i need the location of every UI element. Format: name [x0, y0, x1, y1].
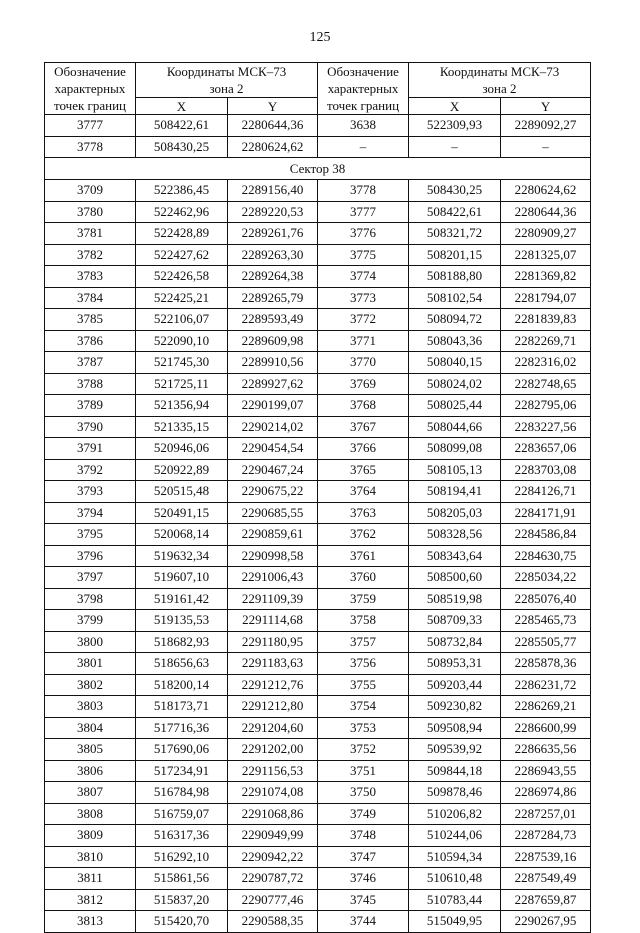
y-header: Y: [501, 98, 591, 115]
y-coordinate-cell: 2287659,87: [501, 889, 591, 911]
x-coordinate-cell: 510244,06: [409, 825, 501, 847]
y-coordinate-cell: 2290998,58: [228, 545, 318, 567]
x-coordinate-cell: 508343,64: [409, 545, 501, 567]
table-row: [45, 911, 591, 933]
table-row: [45, 395, 591, 417]
page-number: 125: [309, 30, 331, 45]
point-id-cell: 3777: [318, 201, 409, 223]
y-coordinate-cell: 2287284,73: [501, 825, 591, 847]
x-coordinate-cell: 508709,33: [409, 610, 501, 632]
point-id-cell: 3753: [318, 717, 409, 739]
table-row: [45, 653, 591, 675]
y-coordinate-cell: 2290685,55: [228, 502, 318, 524]
point-id-cell: 3792: [45, 459, 136, 481]
coords-label-line2: зона 2: [482, 81, 517, 96]
x-coordinate-cell: 510594,34: [409, 846, 501, 868]
y-coordinate-cell: 2290787,72: [228, 868, 318, 890]
x-coordinate-cell: 520515,48: [136, 481, 228, 503]
point-id-cell: 3812: [45, 889, 136, 911]
y-coordinate-cell: 2291068,86: [228, 803, 318, 825]
table-row: [45, 588, 591, 610]
table-row: [45, 889, 591, 911]
y-coordinate-cell: 2289220,53: [228, 201, 318, 223]
point-id-cell: 3813: [45, 911, 136, 933]
y-coordinate-cell: 2289609,98: [228, 330, 318, 352]
point-label-line1: Обозначение: [54, 64, 126, 79]
y-coordinate-cell: 2282316,02: [501, 352, 591, 374]
x-coordinate-cell: 516759,07: [136, 803, 228, 825]
x-coordinate-cell: 520491,15: [136, 502, 228, 524]
point-id-cell: 3778: [45, 136, 136, 158]
coords-label-line2: зона 2: [209, 81, 244, 96]
point-designation-header-right: [318, 63, 409, 115]
point-id-cell: 3765: [318, 459, 409, 481]
y-coordinate-cell: 2291180,95: [228, 631, 318, 653]
point-id-cell: 3794: [45, 502, 136, 524]
table-row: [45, 352, 591, 374]
y-coordinate-cell: –: [501, 136, 591, 158]
point-id-cell: 3768: [318, 395, 409, 417]
point-id-cell: 3781: [45, 223, 136, 245]
table-row: [45, 825, 591, 847]
y-coordinate-cell: 2290267,95: [501, 911, 591, 933]
y-coordinate-cell: 2284126,71: [501, 481, 591, 503]
x-coordinate-cell: 508188,80: [409, 266, 501, 288]
x-coordinate-cell: 509203,44: [409, 674, 501, 696]
x-coordinate-cell: 509844,18: [409, 760, 501, 782]
y-coordinate-cell: 2291109,39: [228, 588, 318, 610]
table-row: [45, 309, 591, 331]
x-coordinate-cell: 508430,25: [409, 180, 501, 202]
point-id-cell: 3783: [45, 266, 136, 288]
x-coordinate-cell: 515837,20: [136, 889, 228, 911]
x-coordinate-cell: 508044,66: [409, 416, 501, 438]
point-id-cell: –: [318, 136, 409, 158]
y-coordinate-cell: 2291183,63: [228, 653, 318, 675]
x-coordinate-cell: 519135,53: [136, 610, 228, 632]
x-coordinate-cell: 517716,36: [136, 717, 228, 739]
x-coordinate-cell: 515420,70: [136, 911, 228, 933]
point-id-cell: 3763: [318, 502, 409, 524]
y-coordinate-cell: 2287257,01: [501, 803, 591, 825]
point-id-cell: 3747: [318, 846, 409, 868]
x-coordinate-cell: 510783,44: [409, 889, 501, 911]
y-coordinate-cell: 2280644,36: [501, 201, 591, 223]
point-id-cell: 3777: [45, 115, 136, 137]
x-coordinate-cell: 522425,21: [136, 287, 228, 309]
x-coordinate-cell: 508024,02: [409, 373, 501, 395]
coordinates-header-right: [409, 63, 591, 98]
point-id-cell: 3745: [318, 889, 409, 911]
y-coordinate-cell: 2283227,56: [501, 416, 591, 438]
table-row: [45, 287, 591, 309]
y-coordinate-cell: 2291156,53: [228, 760, 318, 782]
x-coordinate-cell: 515861,56: [136, 868, 228, 890]
point-id-cell: 3799: [45, 610, 136, 632]
table-row: [45, 846, 591, 868]
sector-divider: [45, 158, 591, 180]
point-id-cell: 3803: [45, 696, 136, 718]
x-coordinate-cell: 509230,82: [409, 696, 501, 718]
y-coordinate-cell: 2282748,65: [501, 373, 591, 395]
x-coordinate-cell: 508519,98: [409, 588, 501, 610]
y-coordinate-cell: 2290777,46: [228, 889, 318, 911]
point-label-line2: характерных: [327, 81, 399, 96]
point-id-cell: 3806: [45, 760, 136, 782]
point-id-cell: 3773: [318, 287, 409, 309]
point-id-cell: 3761: [318, 545, 409, 567]
point-id-cell: 3793: [45, 481, 136, 503]
x-coordinate-cell: 518682,93: [136, 631, 228, 653]
y-coordinate-cell: 2282269,71: [501, 330, 591, 352]
x-coordinate-cell: 509508,94: [409, 717, 501, 739]
y-coordinate-cell: 2286943,55: [501, 760, 591, 782]
y-coordinate-cell: 2290949,99: [228, 825, 318, 847]
x-coordinate-cell: 522090,10: [136, 330, 228, 352]
x-coordinate-cell: 508500,60: [409, 567, 501, 589]
sector-title: Сектор 38: [45, 158, 591, 180]
point-id-cell: 3756: [318, 653, 409, 675]
x-coordinate-cell: 520922,89: [136, 459, 228, 481]
y-coordinate-cell: 2286974,86: [501, 782, 591, 804]
rows-before-sector: [45, 115, 591, 158]
x-coordinate-cell: 508194,41: [409, 481, 501, 503]
x-coordinate-cell: 510206,82: [409, 803, 501, 825]
table-row: [45, 201, 591, 223]
y-coordinate-cell: 2289261,76: [228, 223, 318, 245]
point-id-cell: 3786: [45, 330, 136, 352]
table-row: [45, 481, 591, 503]
point-id-cell: 3775: [318, 244, 409, 266]
point-id-cell: 3800: [45, 631, 136, 653]
point-id-cell: 3752: [318, 739, 409, 761]
coords-label-line1: Координаты МСК–73: [166, 64, 287, 79]
table-row: [45, 373, 591, 395]
table-row: [45, 136, 591, 158]
y-coordinate-cell: 2290454,54: [228, 438, 318, 460]
y-coordinate-cell: 2290942,22: [228, 846, 318, 868]
point-id-cell: 3771: [318, 330, 409, 352]
x-coordinate-cell: 509539,92: [409, 739, 501, 761]
point-id-cell: 3791: [45, 438, 136, 460]
table-row: [45, 545, 591, 567]
y-coordinate-cell: 2283657,06: [501, 438, 591, 460]
point-id-cell: 3784: [45, 287, 136, 309]
point-id-cell: 3757: [318, 631, 409, 653]
point-id-cell: 3808: [45, 803, 136, 825]
point-id-cell: 3798: [45, 588, 136, 610]
y-coordinate-cell: 2281794,07: [501, 287, 591, 309]
table-row: [45, 330, 591, 352]
x-coordinate-cell: 508025,44: [409, 395, 501, 417]
x-coordinate-cell: 508430,25: [136, 136, 228, 158]
point-id-cell: 3749: [318, 803, 409, 825]
y-coordinate-cell: 2283703,08: [501, 459, 591, 481]
table-row: [45, 223, 591, 245]
point-id-cell: 3782: [45, 244, 136, 266]
point-id-cell: 3790: [45, 416, 136, 438]
y-coordinate-cell: 2286600,99: [501, 717, 591, 739]
y-coordinate-cell: 2289156,40: [228, 180, 318, 202]
x-coordinate-cell: 508321,72: [409, 223, 501, 245]
x-coordinate-cell: 522309,93: [409, 115, 501, 137]
x-coordinate-cell: 517690,06: [136, 739, 228, 761]
y-coordinate-cell: 2280624,62: [228, 136, 318, 158]
table-row: [45, 782, 591, 804]
x-coordinate-cell: 516292,10: [136, 846, 228, 868]
x-coordinate-cell: 521725,11: [136, 373, 228, 395]
point-id-cell: 3788: [45, 373, 136, 395]
point-id-cell: 3807: [45, 782, 136, 804]
y-coordinate-cell: 2289092,27: [501, 115, 591, 137]
point-id-cell: 3801: [45, 653, 136, 675]
point-id-cell: 3767: [318, 416, 409, 438]
y-coordinate-cell: 2289593,49: [228, 309, 318, 331]
x-coordinate-cell: 508205,03: [409, 502, 501, 524]
y-coordinate-cell: 2291006,43: [228, 567, 318, 589]
x-coordinate-cell: 522427,62: [136, 244, 228, 266]
table-row: [45, 416, 591, 438]
table-row: [45, 266, 591, 288]
point-id-cell: 3760: [318, 567, 409, 589]
point-id-cell: 3780: [45, 201, 136, 223]
rows-after-sector: [45, 180, 591, 933]
point-id-cell: 3778: [318, 180, 409, 202]
x-coordinate-cell: 521356,94: [136, 395, 228, 417]
coords-label-line1: Координаты МСК–73: [439, 64, 560, 79]
x-coordinate-cell: 516784,98: [136, 782, 228, 804]
x-coordinate-cell: 518200,14: [136, 674, 228, 696]
point-id-cell: 3797: [45, 567, 136, 589]
x-coordinate-cell: 508040,15: [409, 352, 501, 374]
table-row: [45, 717, 591, 739]
x-coordinate-cell: 519161,42: [136, 588, 228, 610]
table-row: [45, 803, 591, 825]
table-row: [45, 115, 591, 137]
y-coordinate-cell: 2287539,16: [501, 846, 591, 868]
y-coordinate-cell: 2281839,83: [501, 309, 591, 331]
x-coordinate-cell: 517234,91: [136, 760, 228, 782]
x-coordinate-cell: 516317,36: [136, 825, 228, 847]
x-coordinate-cell: 508102,54: [409, 287, 501, 309]
point-id-cell: 3785: [45, 309, 136, 331]
x-coordinate-cell: 519607,10: [136, 567, 228, 589]
y-coordinate-cell: 2290859,61: [228, 524, 318, 546]
point-id-cell: 3809: [45, 825, 136, 847]
y-coordinate-cell: 2289910,56: [228, 352, 318, 374]
x-coordinate-cell: 508953,31: [409, 653, 501, 675]
point-id-cell: 3789: [45, 395, 136, 417]
point-id-cell: 3751: [318, 760, 409, 782]
table-row: [45, 868, 591, 890]
y-coordinate-cell: 2282795,06: [501, 395, 591, 417]
y-coordinate-cell: 2291202,00: [228, 739, 318, 761]
point-label-line1: Обозначение: [327, 64, 399, 79]
x-coordinate-cell: 522426,58: [136, 266, 228, 288]
point-id-cell: 3758: [318, 610, 409, 632]
y-coordinate-cell: 2286231,72: [501, 674, 591, 696]
y-header: Y: [228, 98, 318, 115]
y-coordinate-cell: 2289264,38: [228, 266, 318, 288]
point-id-cell: 3709: [45, 180, 136, 202]
point-id-cell: 3811: [45, 868, 136, 890]
point-id-cell: 3772: [318, 309, 409, 331]
x-header: X: [136, 98, 228, 115]
y-coordinate-cell: 2290588,35: [228, 911, 318, 933]
point-id-cell: 3759: [318, 588, 409, 610]
point-id-cell: 3762: [318, 524, 409, 546]
y-coordinate-cell: 2291114,68: [228, 610, 318, 632]
y-coordinate-cell: 2290199,07: [228, 395, 318, 417]
point-label-line2: характерных: [54, 81, 126, 96]
x-coordinate-cell: 522428,89: [136, 223, 228, 245]
x-coordinate-cell: 522386,45: [136, 180, 228, 202]
y-coordinate-cell: 2286635,56: [501, 739, 591, 761]
table-row: [45, 459, 591, 481]
point-id-cell: 3796: [45, 545, 136, 567]
table-row: [45, 567, 591, 589]
point-id-cell: 3787: [45, 352, 136, 374]
x-coordinate-cell: 510610,48: [409, 868, 501, 890]
point-id-cell: 3795: [45, 524, 136, 546]
x-coordinate-cell: 518656,63: [136, 653, 228, 675]
x-coordinate-cell: 509878,46: [409, 782, 501, 804]
table-row: [45, 244, 591, 266]
point-id-cell: 3755: [318, 674, 409, 696]
point-id-cell: 3804: [45, 717, 136, 739]
y-coordinate-cell: 2290467,24: [228, 459, 318, 481]
point-id-cell: 3766: [318, 438, 409, 460]
table-row: [45, 610, 591, 632]
y-coordinate-cell: 2280624,62: [501, 180, 591, 202]
coordinates-header-left: [136, 63, 318, 98]
point-id-cell: 3776: [318, 223, 409, 245]
table-row: [45, 674, 591, 696]
y-coordinate-cell: 2287549,49: [501, 868, 591, 890]
x-coordinate-cell: 508099,08: [409, 438, 501, 460]
point-label-line3: точек границ: [327, 98, 400, 113]
y-coordinate-cell: 2291212,80: [228, 696, 318, 718]
x-coordinate-cell: 508201,15: [409, 244, 501, 266]
y-coordinate-cell: 2285878,36: [501, 653, 591, 675]
y-coordinate-cell: 2284171,91: [501, 502, 591, 524]
x-coordinate-cell: 508422,61: [136, 115, 228, 137]
point-id-cell: 3638: [318, 115, 409, 137]
y-coordinate-cell: 2290214,02: [228, 416, 318, 438]
x-coordinate-cell: 508732,84: [409, 631, 501, 653]
x-coordinate-cell: 508043,36: [409, 330, 501, 352]
y-coordinate-cell: 2291212,76: [228, 674, 318, 696]
x-coordinate-cell: 520068,14: [136, 524, 228, 546]
x-coordinate-cell: 520946,06: [136, 438, 228, 460]
y-coordinate-cell: 2286269,21: [501, 696, 591, 718]
y-coordinate-cell: 2281325,07: [501, 244, 591, 266]
point-id-cell: 3744: [318, 911, 409, 933]
table-row: [45, 631, 591, 653]
table-row: [45, 524, 591, 546]
y-coordinate-cell: 2284630,75: [501, 545, 591, 567]
x-coordinate-cell: 518173,71: [136, 696, 228, 718]
coordinates-table: [44, 62, 591, 933]
point-id-cell: 3750: [318, 782, 409, 804]
x-coordinate-cell: 521745,30: [136, 352, 228, 374]
table-row: [45, 438, 591, 460]
y-coordinate-cell: 2290675,22: [228, 481, 318, 503]
point-id-cell: 3746: [318, 868, 409, 890]
table-row: [45, 760, 591, 782]
table-row: [45, 739, 591, 761]
x-coordinate-cell: 519632,34: [136, 545, 228, 567]
table-row: [45, 502, 591, 524]
x-coordinate-cell: 508328,56: [409, 524, 501, 546]
point-id-cell: 3770: [318, 352, 409, 374]
point-id-cell: 3754: [318, 696, 409, 718]
y-coordinate-cell: 2284586,84: [501, 524, 591, 546]
y-coordinate-cell: 2289263,30: [228, 244, 318, 266]
x-header: X: [409, 98, 501, 115]
point-id-cell: 3769: [318, 373, 409, 395]
x-coordinate-cell: 508422,61: [409, 201, 501, 223]
y-coordinate-cell: 2285076,40: [501, 588, 591, 610]
y-coordinate-cell: 2291204,60: [228, 717, 318, 739]
y-coordinate-cell: 2285034,22: [501, 567, 591, 589]
y-coordinate-cell: 2280909,27: [501, 223, 591, 245]
x-coordinate-cell: 522106,07: [136, 309, 228, 331]
y-coordinate-cell: 2291074,08: [228, 782, 318, 804]
point-designation-header-left: [45, 63, 136, 115]
y-coordinate-cell: 2289265,79: [228, 287, 318, 309]
y-coordinate-cell: 2280644,36: [228, 115, 318, 137]
point-id-cell: 3774: [318, 266, 409, 288]
table-row: [45, 696, 591, 718]
point-id-cell: 3764: [318, 481, 409, 503]
y-coordinate-cell: 2281369,82: [501, 266, 591, 288]
y-coordinate-cell: 2285505,77: [501, 631, 591, 653]
x-coordinate-cell: 508105,13: [409, 459, 501, 481]
point-id-cell: 3802: [45, 674, 136, 696]
x-coordinate-cell: 521335,15: [136, 416, 228, 438]
x-coordinate-cell: –: [409, 136, 501, 158]
point-id-cell: 3810: [45, 846, 136, 868]
table-row: [45, 180, 591, 202]
x-coordinate-cell: 515049,95: [409, 911, 501, 933]
point-id-cell: 3748: [318, 825, 409, 847]
y-coordinate-cell: 2289927,62: [228, 373, 318, 395]
x-coordinate-cell: 508094,72: [409, 309, 501, 331]
point-label-line3: точек границ: [53, 98, 127, 113]
point-id-cell: 3805: [45, 739, 136, 761]
x-coordinate-cell: 522462,96: [136, 201, 228, 223]
y-coordinate-cell: 2285465,73: [501, 610, 591, 632]
